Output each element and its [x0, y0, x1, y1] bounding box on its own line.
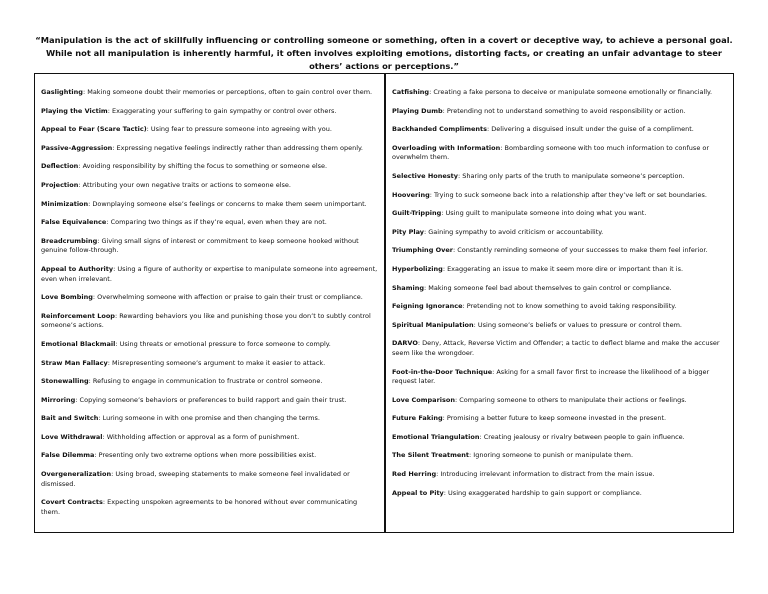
tactic-definition: : Using exaggerated hardship to gain support or compliance. [443, 488, 642, 497]
tactic-term: Love Withdrawal [41, 432, 103, 441]
tactics-table [34, 73, 734, 533]
tactic-definition: : Giving small signs of interest or commitment to keep someone hooked without genuine follow-through. [41, 236, 359, 255]
tactic-definition: : Downplaying someone else’s feelings or concerns to make them seem unimportant. [88, 199, 367, 208]
tactic-entry [392, 228, 727, 238]
tactic-entry [392, 470, 727, 480]
tactic-entry [41, 218, 378, 228]
tactic-definition: : Using fear to pressure someone into agreeing with you. [146, 125, 332, 134]
tactic-term: Hoovering [392, 190, 430, 199]
tactic-term: Straw Man Fallacy [41, 358, 108, 367]
tactic-term: Red Herring [392, 470, 437, 479]
tactic-entry [392, 451, 727, 461]
tactic-term: Hyperbolizing [392, 264, 443, 273]
tactic-term: Catfishing [392, 88, 430, 96]
tactic-definition: : Gaining sympathy to avoid criticism or accountability. [424, 227, 604, 236]
tactic-definition: : Refusing to engage in communication to frustrate or control someone. [88, 377, 323, 386]
tactic-entry [41, 451, 378, 461]
tactic-definition: : Trying to suck someone back into a relationship after they’ve left or set boundaries. [429, 190, 707, 199]
tactic-definition: : Making someone feel bad about themselves to gain control or compliance. [423, 283, 672, 292]
tactic-term: Overgeneralization [41, 470, 112, 479]
tactic-term: Playing the Victim [41, 106, 108, 115]
tactic-definition: : Presenting only two extreme options when more possibilities exist. [94, 451, 317, 460]
tactic-term: Breadcrumbing [41, 236, 98, 245]
tactic-entry [41, 144, 378, 154]
tactic-entry [41, 498, 378, 517]
tactic-definition: : Exaggerating your suffering to gain sympathy or control over others. [107, 106, 337, 115]
tactic-definition: : Pretending not to understand something to avoid responsibility or action. [442, 106, 686, 115]
tactic-definition: : Overwhelming someone with affection or praise to gain their trust or compliance. [92, 293, 363, 302]
tactic-entry [41, 181, 378, 191]
tactic-entry [392, 339, 727, 358]
tactic-term: Overloading with Information [392, 143, 501, 152]
intro-quote: “Manipulation is the act of skillfully influencing or controlling someone or something, often in a covert or deceptive way, to achieve a personal goal. While not all manipulation is inherently harmful, it often involves exploiting emotions, distorting facts, or creating an unfair advantage to steer others’ actions or perceptions.” [35, 35, 733, 71]
tactic-term: Emotional Blackmail [41, 339, 116, 348]
tactic-term: Spiritual Manipulation [392, 320, 474, 329]
tactic-term: Pity Play [392, 227, 425, 236]
tactic-entry [41, 293, 378, 303]
tactic-entry [392, 88, 727, 98]
tactic-definition: : Using someone’s beliefs or values to pressure or control them. [473, 320, 682, 329]
tactic-term: Gaslighting [41, 88, 83, 96]
tactic-entry [392, 414, 727, 424]
tactic-definition: : Sharing only parts of the truth to manipulate someone’s perception. [457, 171, 685, 180]
tactic-definition: : Withholding affection or approval as a form of punishment. [102, 432, 300, 441]
tactic-entry [392, 489, 727, 499]
tactic-entry [41, 433, 378, 443]
tactic-definition: : Making someone doubt their memories or perceptions, often to gain control over them. [82, 88, 373, 96]
tactic-entry [41, 414, 378, 424]
tactic-entry [392, 172, 727, 182]
tactic-term: The Silent Treatment [392, 451, 470, 460]
tactic-definition: : Attributing your own negative traits or actions to someone else. [78, 180, 291, 189]
tactic-term: Reinforcement Loop [41, 311, 115, 320]
tactic-term: Appeal to Authority [41, 264, 114, 273]
tactic-entry [392, 209, 727, 219]
tactic-definition: : Promising a better future to keep someone invested in the present. [442, 414, 667, 423]
tactic-term: Mirroring [41, 395, 76, 404]
tactic-term: Deflection [41, 162, 79, 171]
tactic-term: Bait and Switch [41, 414, 99, 423]
tactic-entry [392, 125, 727, 135]
tactic-entry [41, 312, 378, 331]
tactic-definition: : Deny, Attack, Reverse Victim and Offender; a tactic to deflect blame and make the accuser seem like the wrongdoer. [392, 339, 720, 357]
tactic-definition: : Asking for a small favor first to increase the likelihood of a bigger request later. [392, 367, 710, 386]
tactic-definition: : Bombarding someone with too much information to confuse or overwhelm them. [392, 143, 710, 162]
tactic-entry [392, 368, 727, 387]
tactic-definition: : Expressing negative feelings indirectly rather than addressing them openly. [112, 143, 364, 152]
tactic-term: False Equivalence [41, 218, 107, 227]
tactic-entry [392, 433, 727, 443]
tactic-term: False Dilemma [41, 451, 95, 460]
tactic-term: Love Bombing [41, 293, 93, 302]
tactic-definition: : Pretending not to know something to avoid taking responsibility. [462, 302, 677, 311]
tactic-definition: : Expecting unspoken agreements to be honored without ever communicating them. [41, 498, 358, 516]
tactic-definition: : Ignoring someone to punish or manipulate them. [469, 451, 634, 460]
tactic-entry [41, 162, 378, 172]
tactic-entry [41, 396, 378, 406]
tactic-entry [41, 237, 378, 256]
tactic-definition: : Luring someone in with one promise and then changing the terms. [98, 414, 320, 423]
tactic-definition: : Constantly reminding someone of your successes to make them feel inferior. [452, 246, 708, 255]
tactic-term: Playing Dumb [392, 106, 443, 115]
tactic-definition: : Introducing irrelevant information to distract from the main issue. [436, 470, 655, 479]
tactic-term: Love Comparison [392, 395, 455, 404]
tactic-entry [41, 340, 378, 350]
tactic-definition: : Avoiding responsibility by shifting the focus to something or someone else. [78, 162, 328, 171]
tactic-term: Shaming [392, 283, 424, 292]
tactics-column-left [35, 74, 386, 532]
tactic-term: Projection [41, 180, 79, 189]
tactic-entry [41, 200, 378, 210]
tactic-definition: : Misrepresenting someone’s argument to make it easier to attack. [107, 358, 326, 367]
tactic-term: Guilt-Tripping [392, 209, 442, 218]
tactic-definition: : Rewarding behaviors you like and punishing those you don’t to subtly control someone’s actions. [41, 311, 371, 330]
tactic-definition: : Using guilt to manipulate someone into doing what you want. [441, 209, 647, 218]
tactic-entry [392, 246, 727, 256]
tactic-entry [392, 265, 727, 275]
tactic-term: Appeal to Pity [392, 488, 444, 497]
tactic-term: Feigning Ignorance [392, 302, 463, 311]
tactic-entry [392, 144, 727, 163]
tactic-definition: : Exaggerating an issue to make it seem more dire or important than it is. [442, 264, 684, 273]
tactic-term: Triumphing Over [392, 246, 453, 255]
tactic-entry [392, 396, 727, 406]
tactic-entry [41, 125, 378, 135]
tactic-definition: : Comparing someone to others to manipulate their actions or feelings. [454, 395, 687, 404]
tactic-entry [392, 107, 727, 117]
tactic-term: Foot-in-the-Door Technique [392, 367, 493, 376]
tactic-term: Appeal to Fear (Scare Tactic) [41, 125, 147, 134]
tactic-entry [41, 470, 378, 489]
tactic-entry [392, 302, 727, 312]
tactic-term: Minimization [41, 199, 89, 208]
tactic-term: Passive-Aggression [41, 143, 113, 152]
tactic-term: Future Faking [392, 414, 443, 423]
tactic-term: Covert Contracts [41, 498, 103, 507]
tactic-definition: : Copying someone’s behaviors or preferences to build rapport and gain their trust. [75, 395, 347, 404]
tactic-entry [392, 284, 727, 294]
tactic-term: DARVO [392, 339, 418, 348]
tactic-entry [41, 88, 378, 98]
tactic-definition: : Using broad, sweeping statements to make someone feel invalidated or dismissed. [41, 470, 350, 488]
tactic-entry [41, 265, 378, 284]
tactic-term: Emotional Triangulation [392, 432, 480, 441]
tactic-term: Selective Honesty [392, 171, 458, 180]
tactic-entry [41, 359, 378, 369]
tactic-term: Stonewalling [41, 377, 89, 386]
tactic-entry [392, 321, 727, 331]
tactic-definition: : Comparing two things as if they’re equal, even when they are not. [106, 218, 327, 227]
tactic-entry [41, 377, 378, 387]
tactic-definition: : Creating a fake persona to deceive or manipulate someone emotionally or financially. [429, 88, 713, 96]
tactic-definition: : Delivering a disguised insult under the guise of a compliment. [487, 125, 694, 134]
tactic-definition: : Using threats or emotional pressure to force someone to comply. [115, 339, 331, 348]
tactic-definition: : Creating jealousy or rivalry between people to gain influence. [479, 432, 685, 441]
tactic-definition: : Using a figure of authority or expertise to manipulate someone into agreement, even when irrelevant. [41, 264, 378, 283]
tactic-entry [392, 191, 727, 201]
tactic-entry [41, 107, 378, 117]
tactic-term: Backhanded Compliments [392, 125, 488, 134]
tactics-column-right [386, 74, 733, 532]
